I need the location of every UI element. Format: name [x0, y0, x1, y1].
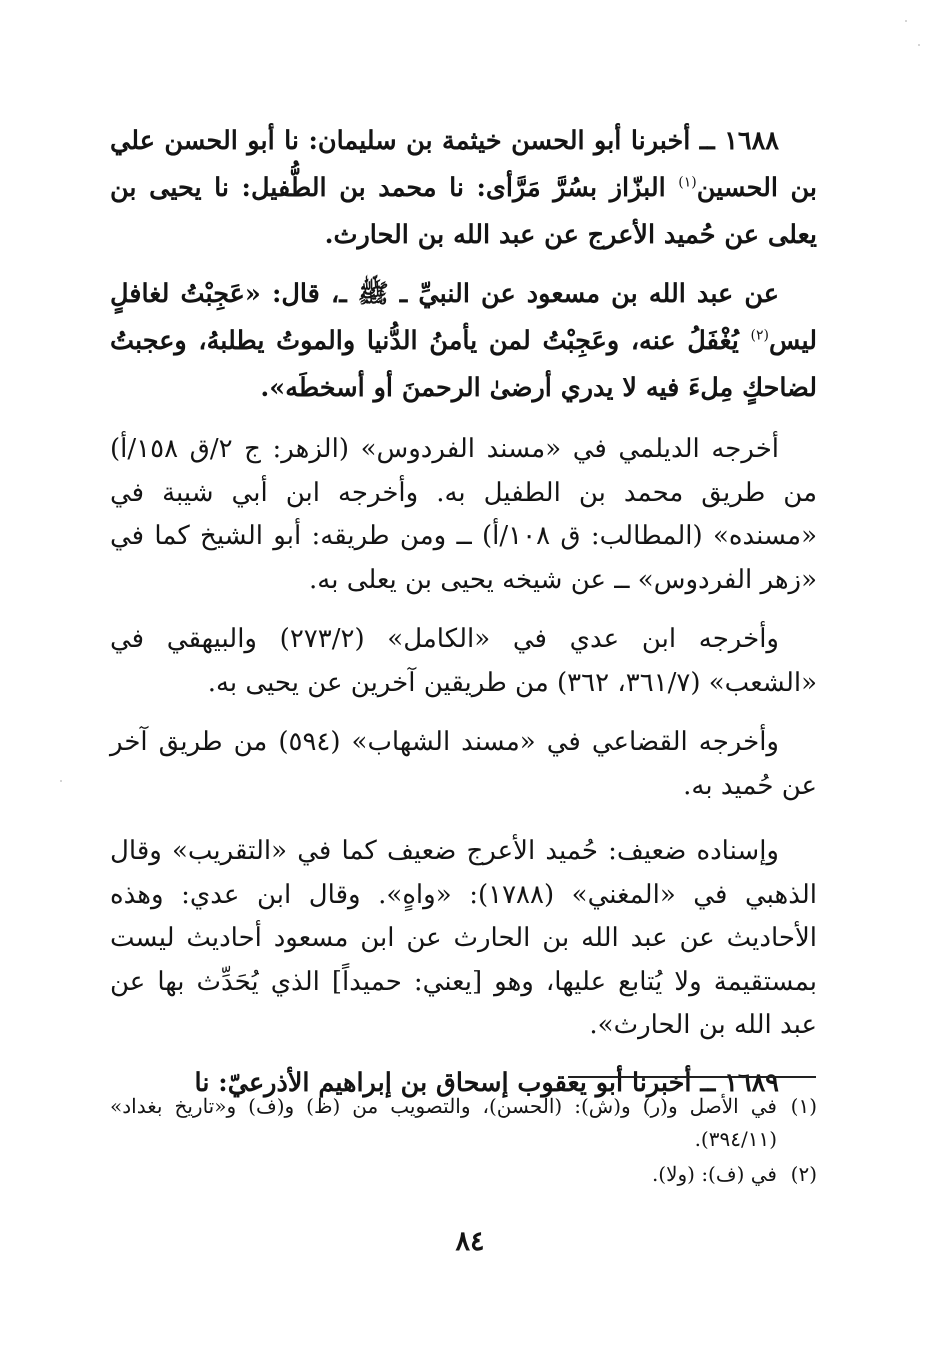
takhrij-paragraph-1: أخرجه الديلمي في «مسند الفردوس» (الزهر: ج ٢/ق ١٥٨/أ) من طريق محمد بن الطفيل به. وأخرجه ابن أبي شيبة في «مسنده» (المطالب: ق ١٠٨/أ) ــ ومن طريقه: أبو الشيخ كما في «زهر الفردوس» ــ عن شيخه يحيى بن يعلى به.: [110, 434, 817, 595]
footnote-item: [110, 1090, 817, 1156]
footnote-ref[interactable]: (١): [678, 174, 697, 191]
footnotes: [110, 1090, 817, 1193]
scan-speck: [905, 20, 907, 22]
page-number: ٨٤: [455, 1226, 485, 1257]
footnote-text: في (ف): (ولا).: [651, 1162, 777, 1186]
scan-speck: [918, 44, 920, 46]
footnote-ref[interactable]: (٢): [750, 327, 770, 344]
footnote-item: [110, 1158, 817, 1191]
hadith-number: ١٦٨٩ ــ: [700, 1067, 779, 1098]
hadith-1688-matn: [110, 271, 817, 412]
footnote-number: (٢): [790, 1162, 817, 1186]
grading-paragraph: وإسناده ضعيف: حُميد الأعرج ضعيف كما في «التقريب» وقال الذهبي في «المغني» (١٧٨٨): «واهٍ». وقال ابن عدي: وهذه الأحاديث عن عبد الله بن الحارث عن ابن مسعود أحاديث ليست بمستقيمة ولا يُتابع عليها، وهو [يعني: حميداً] الذي يُحَدِّث بها عن عبد الله بن الحارث».: [110, 836, 817, 1040]
isnad-text-part1: أخبرنا أبو الحسن خيثمة بن سليمان: نا أبو الحسن علي بن الحسين: [110, 126, 817, 203]
page-body: [110, 118, 817, 1107]
isnad-text-part2: البزّاز بسُرَّ مَرَّأى: نا محمد بن الطُّفيل: نا يحيى بن يعلى عن حُميد الأعرج عن عبد الله بن الحارث.: [110, 173, 817, 250]
takhrij-paragraph-2: وأخرجه ابن عدي في «الكامل» (٢٧٣/٢) والبيهقي في «الشعب» (٣٦١/٧، ٣٦٢) من طريقين آخرين عن يحيى به.: [110, 624, 817, 698]
hadith-1688-isnad: [110, 118, 817, 259]
matn-text-part1: عن عبد الله بن مسعود عن النبيِّ ـ ﷺ ـ، قال: «عَجِبْتُ لغافلٍ ليس: [110, 279, 817, 356]
isnad-text: أخبرنا أبو يعقوب إسحاق بن إبراهيم الأذرعيّ: نا: [194, 1067, 692, 1098]
takhrij-paragraph-3: وأخرجه القضاعي في «مسند الشهاب» (٥٩٤) من طريق آخر عن حُميد به.: [110, 727, 817, 801]
scan-speck: [60, 780, 62, 782]
footnote-number: (١): [790, 1094, 817, 1118]
footnote-separator: [568, 1076, 816, 1078]
matn-text-part2: يُغْفَلُ عنه، وعَجِبْتُ لمن يأمنُ الدُّنيا والموتُ يطلبهُ، وعجبتُ لضاحكٍ مِلءَ فيه لا يدري أرضىٰ الرحمنَ أو أسخطَه».: [110, 326, 817, 403]
footnote-text: في الأصل و(ر) و(ش): (الحسن)، والتصويب من (ظ) و(ف) و«تاريخ بغداد» (٣٩٤/١١).: [110, 1094, 777, 1151]
hadith-number: ١٦٨٨ ــ: [699, 126, 779, 156]
